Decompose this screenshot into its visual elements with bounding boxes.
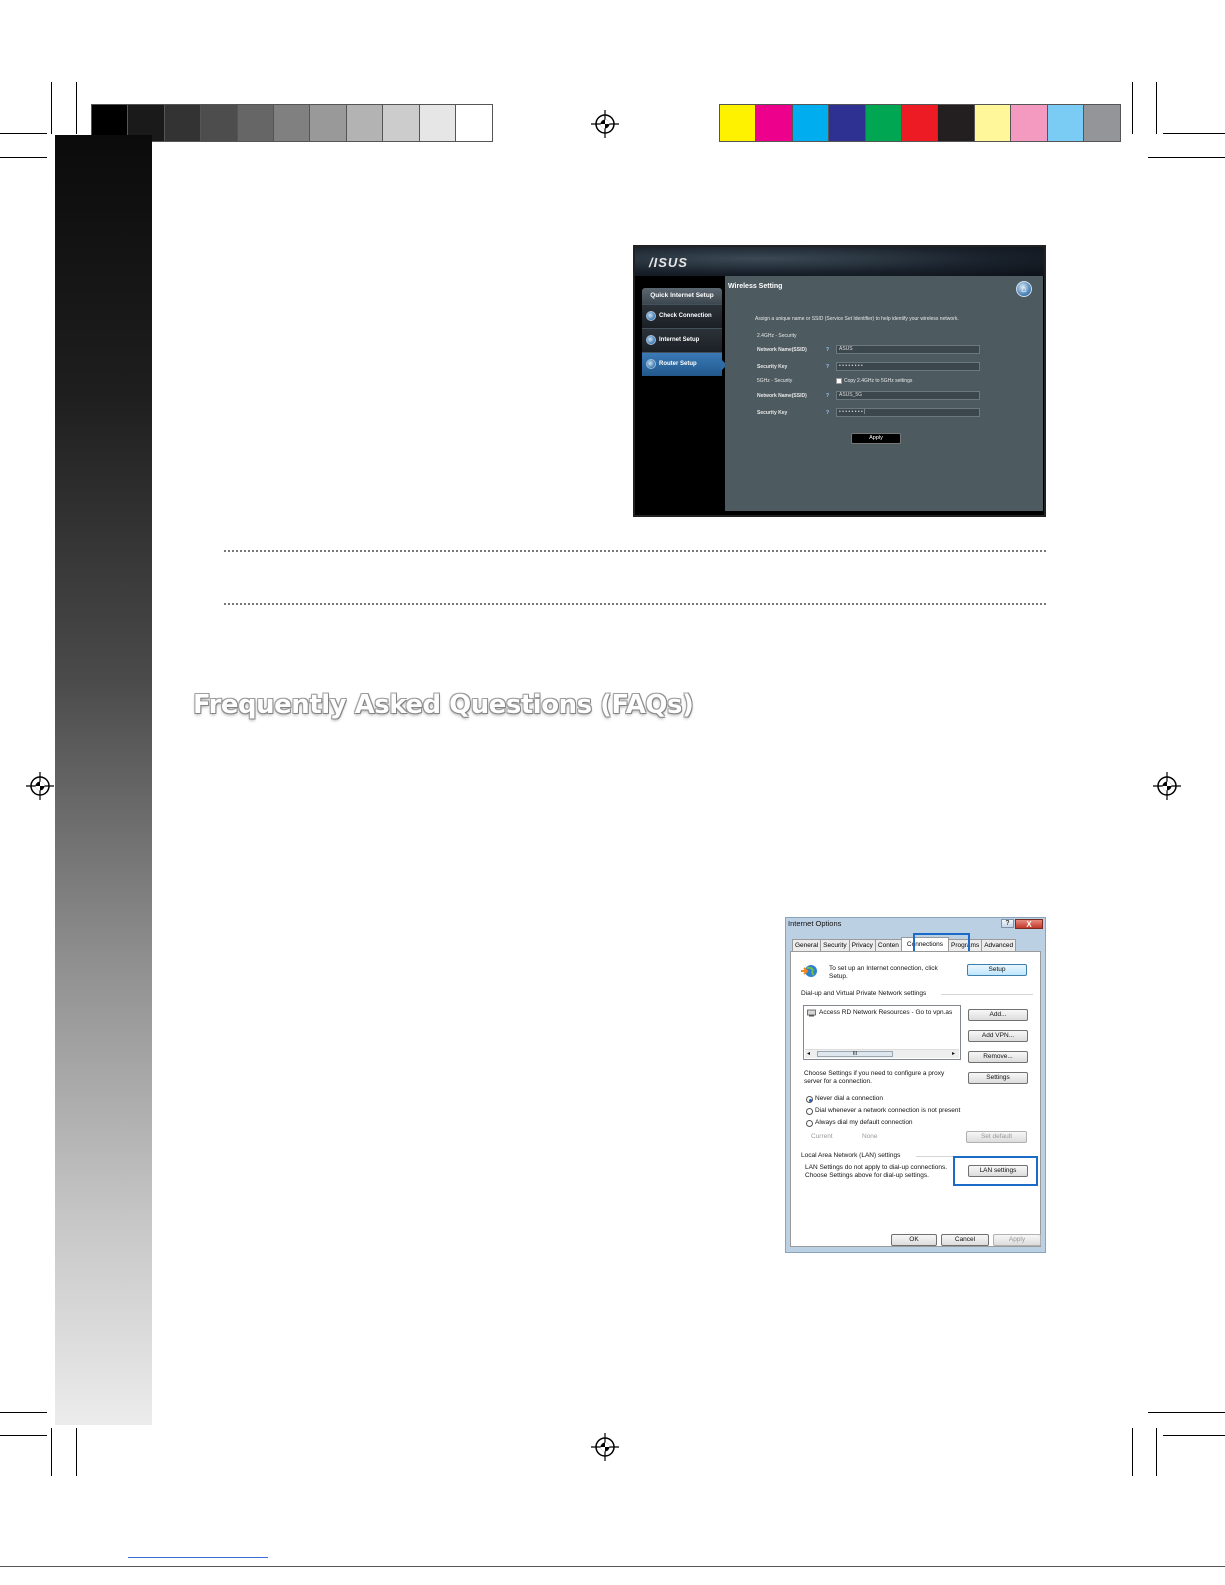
crop-mark bbox=[1132, 1428, 1133, 1476]
calibration-swatch bbox=[420, 105, 456, 141]
calibration-swatch bbox=[1011, 105, 1047, 141]
help-icon[interactable]: ? bbox=[826, 364, 830, 370]
add-vpn-button[interactable]: Add VPN... bbox=[968, 1030, 1028, 1042]
setup-text: To set up an Internet connection, click bbox=[829, 965, 938, 972]
calibration-swatch bbox=[274, 105, 310, 141]
crop-mark bbox=[1156, 82, 1157, 134]
crop-mark bbox=[0, 1412, 47, 1413]
tab-privacy[interactable]: Privacy bbox=[849, 939, 876, 951]
setup-text: Setup. bbox=[829, 973, 848, 980]
copy-settings-checkbox[interactable] bbox=[836, 378, 842, 384]
dialog-title: Internet Options bbox=[788, 919, 842, 928]
note-divider-bottom bbox=[224, 603, 1046, 605]
router-nav-router-setup[interactable] bbox=[642, 352, 722, 376]
ssid-label-24ghz: Network Name(SSID) bbox=[757, 347, 807, 353]
tab-advanced[interactable]: Advanced bbox=[981, 939, 1016, 951]
crop-mark bbox=[1163, 133, 1225, 134]
key-label-5ghz: Security Key bbox=[757, 410, 788, 416]
copy-settings-label: Copy 2.4GHz to 5GHz settings bbox=[844, 378, 913, 384]
horizontal-scrollbar[interactable] bbox=[805, 1049, 959, 1058]
ssid-input-5ghz[interactable]: ASUS_5G bbox=[836, 391, 980, 400]
list-item[interactable]: Access RD Network Resources - Go to vpn.as bbox=[819, 1009, 953, 1016]
crop-mark bbox=[1132, 82, 1133, 134]
network-connection-icon bbox=[807, 1009, 816, 1017]
section-label-5ghz: 5GHz - Security bbox=[757, 378, 793, 384]
tab-content[interactable]: Conten bbox=[875, 939, 902, 951]
calibration-swatch bbox=[456, 105, 492, 141]
cancel-button[interactable]: Cancel bbox=[941, 1234, 989, 1246]
setup-button[interactable]: Setup bbox=[967, 964, 1027, 976]
calibration-swatch bbox=[902, 105, 938, 141]
crop-mark bbox=[76, 82, 77, 134]
calibration-swatch bbox=[238, 105, 274, 141]
section-label-24ghz: 2.4GHz - Security bbox=[757, 333, 797, 339]
registration-mark-icon bbox=[26, 772, 54, 800]
radio-label: Dial whenever a network connection is not present bbox=[815, 1107, 961, 1114]
registration-mark-icon bbox=[591, 1433, 619, 1461]
help-icon[interactable]: ? bbox=[826, 393, 830, 399]
router-nav-label: Internet Setup bbox=[659, 337, 700, 343]
internet-options-dialog bbox=[785, 917, 1046, 1253]
connections-list[interactable] bbox=[803, 1005, 961, 1060]
dialup-section-header: Dial-up and Virtual Private Network settings bbox=[801, 990, 927, 997]
help-icon[interactable]: ? bbox=[826, 347, 830, 353]
router-nav-label: Router Setup bbox=[659, 361, 697, 367]
proxy-text: Choose Settings if you need to configure a proxy bbox=[804, 1070, 945, 1077]
crop-mark bbox=[1148, 157, 1225, 158]
crop-mark bbox=[76, 1428, 77, 1476]
crop-mark bbox=[0, 133, 47, 134]
settings-button[interactable]: Settings bbox=[968, 1072, 1028, 1084]
calibration-swatch bbox=[165, 105, 201, 141]
scroll-right-icon[interactable]: ▸ bbox=[952, 1051, 956, 1057]
current-label: Current bbox=[811, 1133, 833, 1140]
tab-general[interactable]: General bbox=[792, 939, 821, 951]
tab-connections[interactable]: Connections bbox=[901, 937, 949, 951]
nav-bullet-icon bbox=[646, 335, 656, 345]
scroll-left-icon[interactable]: ◂ bbox=[807, 1051, 811, 1057]
calibration-swatch bbox=[310, 105, 346, 141]
crop-mark bbox=[1156, 1428, 1157, 1476]
key-input-24ghz[interactable]: • • • • • • • • bbox=[836, 362, 980, 371]
crop-mark bbox=[0, 1435, 47, 1436]
router-nav-label: Check Connection bbox=[659, 313, 712, 319]
crop-mark bbox=[51, 82, 52, 134]
bottom-rule bbox=[0, 1566, 1225, 1567]
calibration-swatch bbox=[383, 105, 419, 141]
calibration-swatch bbox=[720, 105, 756, 141]
lan-settings-button[interactable]: LAN settings bbox=[968, 1165, 1028, 1177]
key-input-5ghz[interactable]: • • • • • • • • | bbox=[836, 408, 980, 417]
registration-mark-icon bbox=[1153, 772, 1181, 800]
calibration-swatch bbox=[347, 105, 383, 141]
remove-button[interactable]: Remove... bbox=[968, 1051, 1028, 1063]
calibration-swatch bbox=[201, 105, 237, 141]
apply-button[interactable]: Apply bbox=[993, 1234, 1041, 1246]
home-icon[interactable]: ⌂ bbox=[1016, 281, 1032, 297]
calibration-swatch bbox=[793, 105, 829, 141]
router-nav-header: Quick Internet Setup bbox=[642, 288, 722, 304]
key-label-24ghz: Security Key bbox=[757, 364, 788, 370]
radio-always-dial[interactable] bbox=[806, 1120, 813, 1127]
crop-mark bbox=[1163, 1435, 1225, 1436]
radio-never-dial[interactable] bbox=[806, 1096, 813, 1103]
router-wireless-setting-screenshot bbox=[633, 245, 1046, 517]
calibration-swatch bbox=[1048, 105, 1084, 141]
lan-section-header: Local Area Network (LAN) settings bbox=[801, 1152, 901, 1159]
panel-title: Wireless Setting bbox=[728, 283, 783, 290]
calibration-swatch bbox=[756, 105, 792, 141]
color-calibration-bar bbox=[719, 104, 1121, 142]
page-side-tab bbox=[55, 135, 152, 1425]
add-button[interactable]: Add... bbox=[968, 1009, 1028, 1021]
help-icon[interactable]: ? bbox=[826, 410, 830, 416]
tab-security[interactable]: Security bbox=[820, 939, 849, 951]
registration-mark-icon bbox=[591, 110, 619, 138]
globe-icon bbox=[801, 964, 817, 978]
connections-tab-panel bbox=[790, 951, 1041, 1247]
router-sidebar bbox=[642, 288, 722, 376]
router-nav-internet-setup[interactable] bbox=[642, 328, 722, 352]
radio-label: Never dial a connection bbox=[815, 1095, 883, 1102]
calibration-swatch bbox=[1084, 105, 1120, 141]
radio-label: Always dial my default connection bbox=[815, 1119, 913, 1126]
router-header bbox=[635, 247, 1044, 276]
calibration-swatch bbox=[866, 105, 902, 141]
lan-text: LAN Settings do not apply to dial-up connections. bbox=[805, 1164, 948, 1171]
calibration-swatch bbox=[829, 105, 865, 141]
ssid-input-24ghz[interactable]: ASUS bbox=[836, 345, 980, 354]
ssid-label-5ghz: Network Name(SSID) bbox=[757, 393, 807, 399]
current-value: None bbox=[862, 1133, 878, 1140]
separator bbox=[941, 994, 1033, 995]
nav-bullet-icon bbox=[646, 359, 656, 369]
tab-programs[interactable]: Programs bbox=[948, 939, 982, 951]
router-apply-button[interactable]: Apply bbox=[851, 433, 901, 444]
faq-heading: Frequently Asked Questions (FAQs) bbox=[193, 690, 694, 720]
panel-description: Assign a unique name or SSID (Service Set Identifier) to help identify your wireless network. bbox=[755, 316, 959, 322]
help-button[interactable]: ? bbox=[1001, 919, 1014, 928]
close-button[interactable]: X bbox=[1015, 919, 1043, 929]
radio-dial-whenever[interactable] bbox=[806, 1108, 813, 1115]
lan-settings-highlight bbox=[953, 1156, 1038, 1186]
asus-logo: /ISUS bbox=[649, 255, 688, 270]
calibration-swatch bbox=[975, 105, 1011, 141]
calibration-swatch bbox=[938, 105, 974, 141]
nav-bullet-icon bbox=[646, 311, 656, 321]
router-nav-check-connection[interactable] bbox=[642, 304, 722, 328]
crop-mark bbox=[51, 1428, 52, 1476]
dialog-tabs bbox=[792, 939, 1015, 951]
bottom-link-underline bbox=[128, 1557, 268, 1558]
crop-mark bbox=[1148, 1412, 1225, 1413]
note-divider-top bbox=[224, 550, 1046, 552]
scroll-thumb[interactable]: III bbox=[817, 1051, 893, 1057]
set-default-button[interactable]: Set default bbox=[966, 1131, 1027, 1143]
router-settings-panel bbox=[725, 276, 1043, 511]
ok-button[interactable]: OK bbox=[891, 1234, 937, 1246]
lan-text: Choose Settings above for dial-up settings. bbox=[805, 1172, 929, 1179]
crop-mark bbox=[0, 157, 47, 158]
proxy-text: server for a connection. bbox=[804, 1078, 872, 1085]
